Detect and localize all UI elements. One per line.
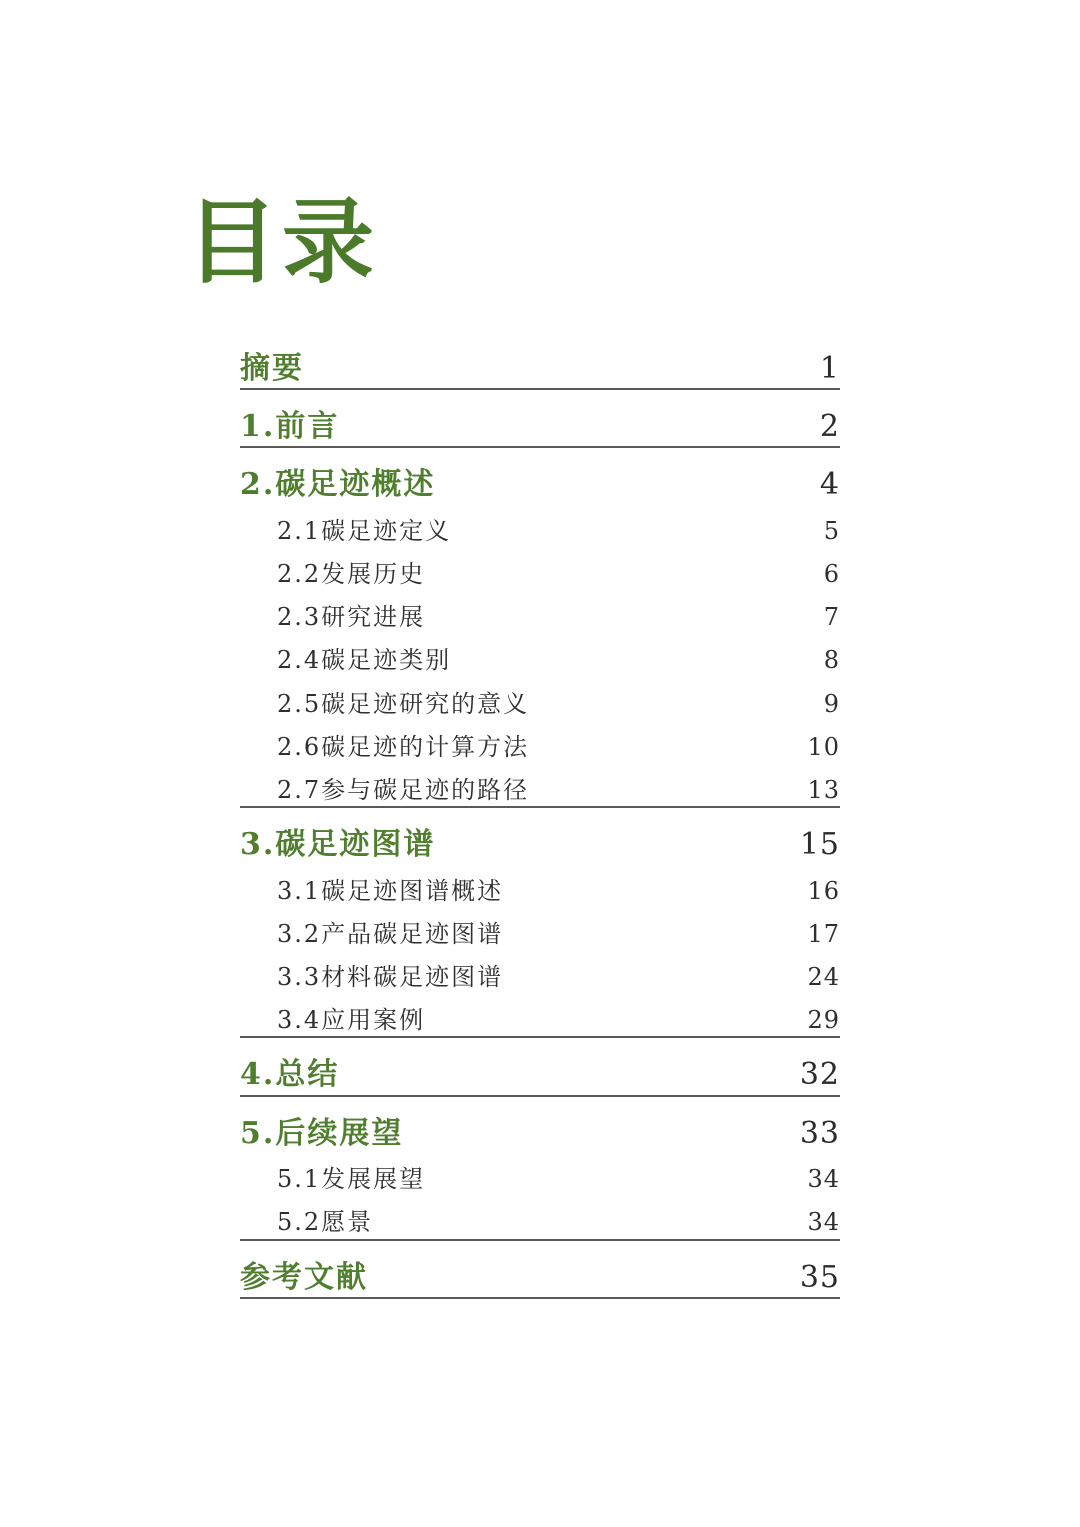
- toc-subentry-page: 34: [807, 1165, 840, 1193]
- divider: [240, 1297, 840, 1299]
- divider: [240, 1036, 840, 1038]
- divider: [240, 446, 840, 448]
- toc-subentry-page: 29: [807, 1006, 840, 1034]
- toc-entry-label: 2.碳足迹概述: [240, 467, 436, 502]
- divider: [240, 388, 840, 390]
- toc-entry-label: 1.前言: [240, 409, 340, 444]
- toc-entry-section-2[interactable]: [240, 456, 840, 504]
- toc-subentry-page: 7: [823, 603, 840, 631]
- toc-subentry-label: 3.1碳足迹图谱概述: [277, 877, 504, 905]
- toc-entry-page: 2: [819, 409, 840, 444]
- toc-entry-label: 3.碳足迹图谱: [240, 827, 436, 862]
- toc-entry-page: 15: [799, 827, 840, 862]
- toc-entry-label: 4.总结: [240, 1057, 340, 1092]
- toc-entry-page: 32: [799, 1057, 840, 1092]
- toc-subentry-label: 2.5碳足迹研究的意义: [277, 690, 530, 718]
- toc-subentry-2-6[interactable]: [240, 729, 840, 759]
- toc-entry-page: 1: [819, 351, 840, 386]
- toc-subentry-label: 2.4碳足迹类别: [277, 646, 452, 674]
- toc-subentry-label: 5.1发展展望: [277, 1165, 426, 1193]
- toc-subentry-2-7[interactable]: [240, 772, 840, 802]
- toc-subentry-label: 2.2发展历史: [277, 560, 426, 588]
- toc-subentry-page: 5: [823, 517, 840, 545]
- toc-subentry-label: 2.1碳足迹定义: [277, 517, 452, 545]
- toc-subentry-page: 10: [807, 733, 840, 761]
- toc-subentry-label: 3.2产品碳足迹图谱: [277, 920, 504, 948]
- toc-subentry-2-5[interactable]: [240, 686, 840, 716]
- toc-subentry-label: 3.3材料碳足迹图谱: [277, 963, 504, 991]
- toc-subentry-5-2[interactable]: [240, 1204, 840, 1234]
- toc-entry-abstract[interactable]: [240, 340, 840, 388]
- toc-entry-page: 33: [799, 1116, 840, 1151]
- divider: [240, 806, 840, 808]
- toc-subentry-page: 13: [807, 776, 840, 804]
- toc-entry-section-4[interactable]: [240, 1046, 840, 1094]
- toc-entry-page: 4: [819, 467, 840, 502]
- toc-subentry-page: 17: [807, 920, 840, 948]
- toc-subentry-3-1[interactable]: [240, 873, 840, 903]
- toc-subentry-2-2[interactable]: [240, 556, 840, 586]
- toc-subentry-page: 16: [807, 877, 840, 905]
- toc-subentry-page: 34: [807, 1208, 840, 1236]
- toc-subentry-page: 9: [823, 690, 840, 718]
- divider: [240, 1239, 840, 1241]
- toc-subentry-label: 3.4应用案例: [277, 1006, 426, 1034]
- toc-subentry-label: 2.3研究进展: [277, 603, 426, 631]
- page-title: 目录: [186, 188, 379, 296]
- toc-subentry-3-3[interactable]: [240, 959, 840, 989]
- toc-subentry-2-1[interactable]: [240, 513, 840, 543]
- toc-subentry-label: 5.2愿景: [277, 1208, 374, 1236]
- toc-subentry-label: 2.6碳足迹的计算方法: [277, 733, 530, 761]
- toc-entry-page: 35: [799, 1260, 840, 1295]
- toc-subentry-2-4[interactable]: [240, 642, 840, 672]
- table-of-contents: [240, 0, 840, 1527]
- toc-subentry-page: 6: [823, 560, 840, 588]
- toc-entry-label: 参考文献: [240, 1260, 368, 1295]
- toc-subentry-page: 8: [823, 646, 840, 674]
- toc-subentry-3-4[interactable]: [240, 1002, 840, 1032]
- toc-entry-section-5[interactable]: [240, 1105, 840, 1153]
- divider: [240, 1095, 840, 1097]
- toc-subentry-3-2[interactable]: [240, 916, 840, 946]
- toc-subentry-5-1[interactable]: [240, 1161, 840, 1191]
- toc-subentry-2-3[interactable]: [240, 599, 840, 629]
- toc-entry-label: 摘要: [240, 351, 304, 386]
- toc-subentry-page: 24: [807, 963, 840, 991]
- toc-entry-references[interactable]: [240, 1249, 840, 1297]
- toc-entry-label: 5.后续展望: [240, 1116, 404, 1151]
- toc-subentry-label: 2.7参与碳足迹的路径: [277, 776, 530, 804]
- toc-entry-section-3[interactable]: [240, 816, 840, 864]
- toc-entry-section-1[interactable]: [240, 398, 840, 446]
